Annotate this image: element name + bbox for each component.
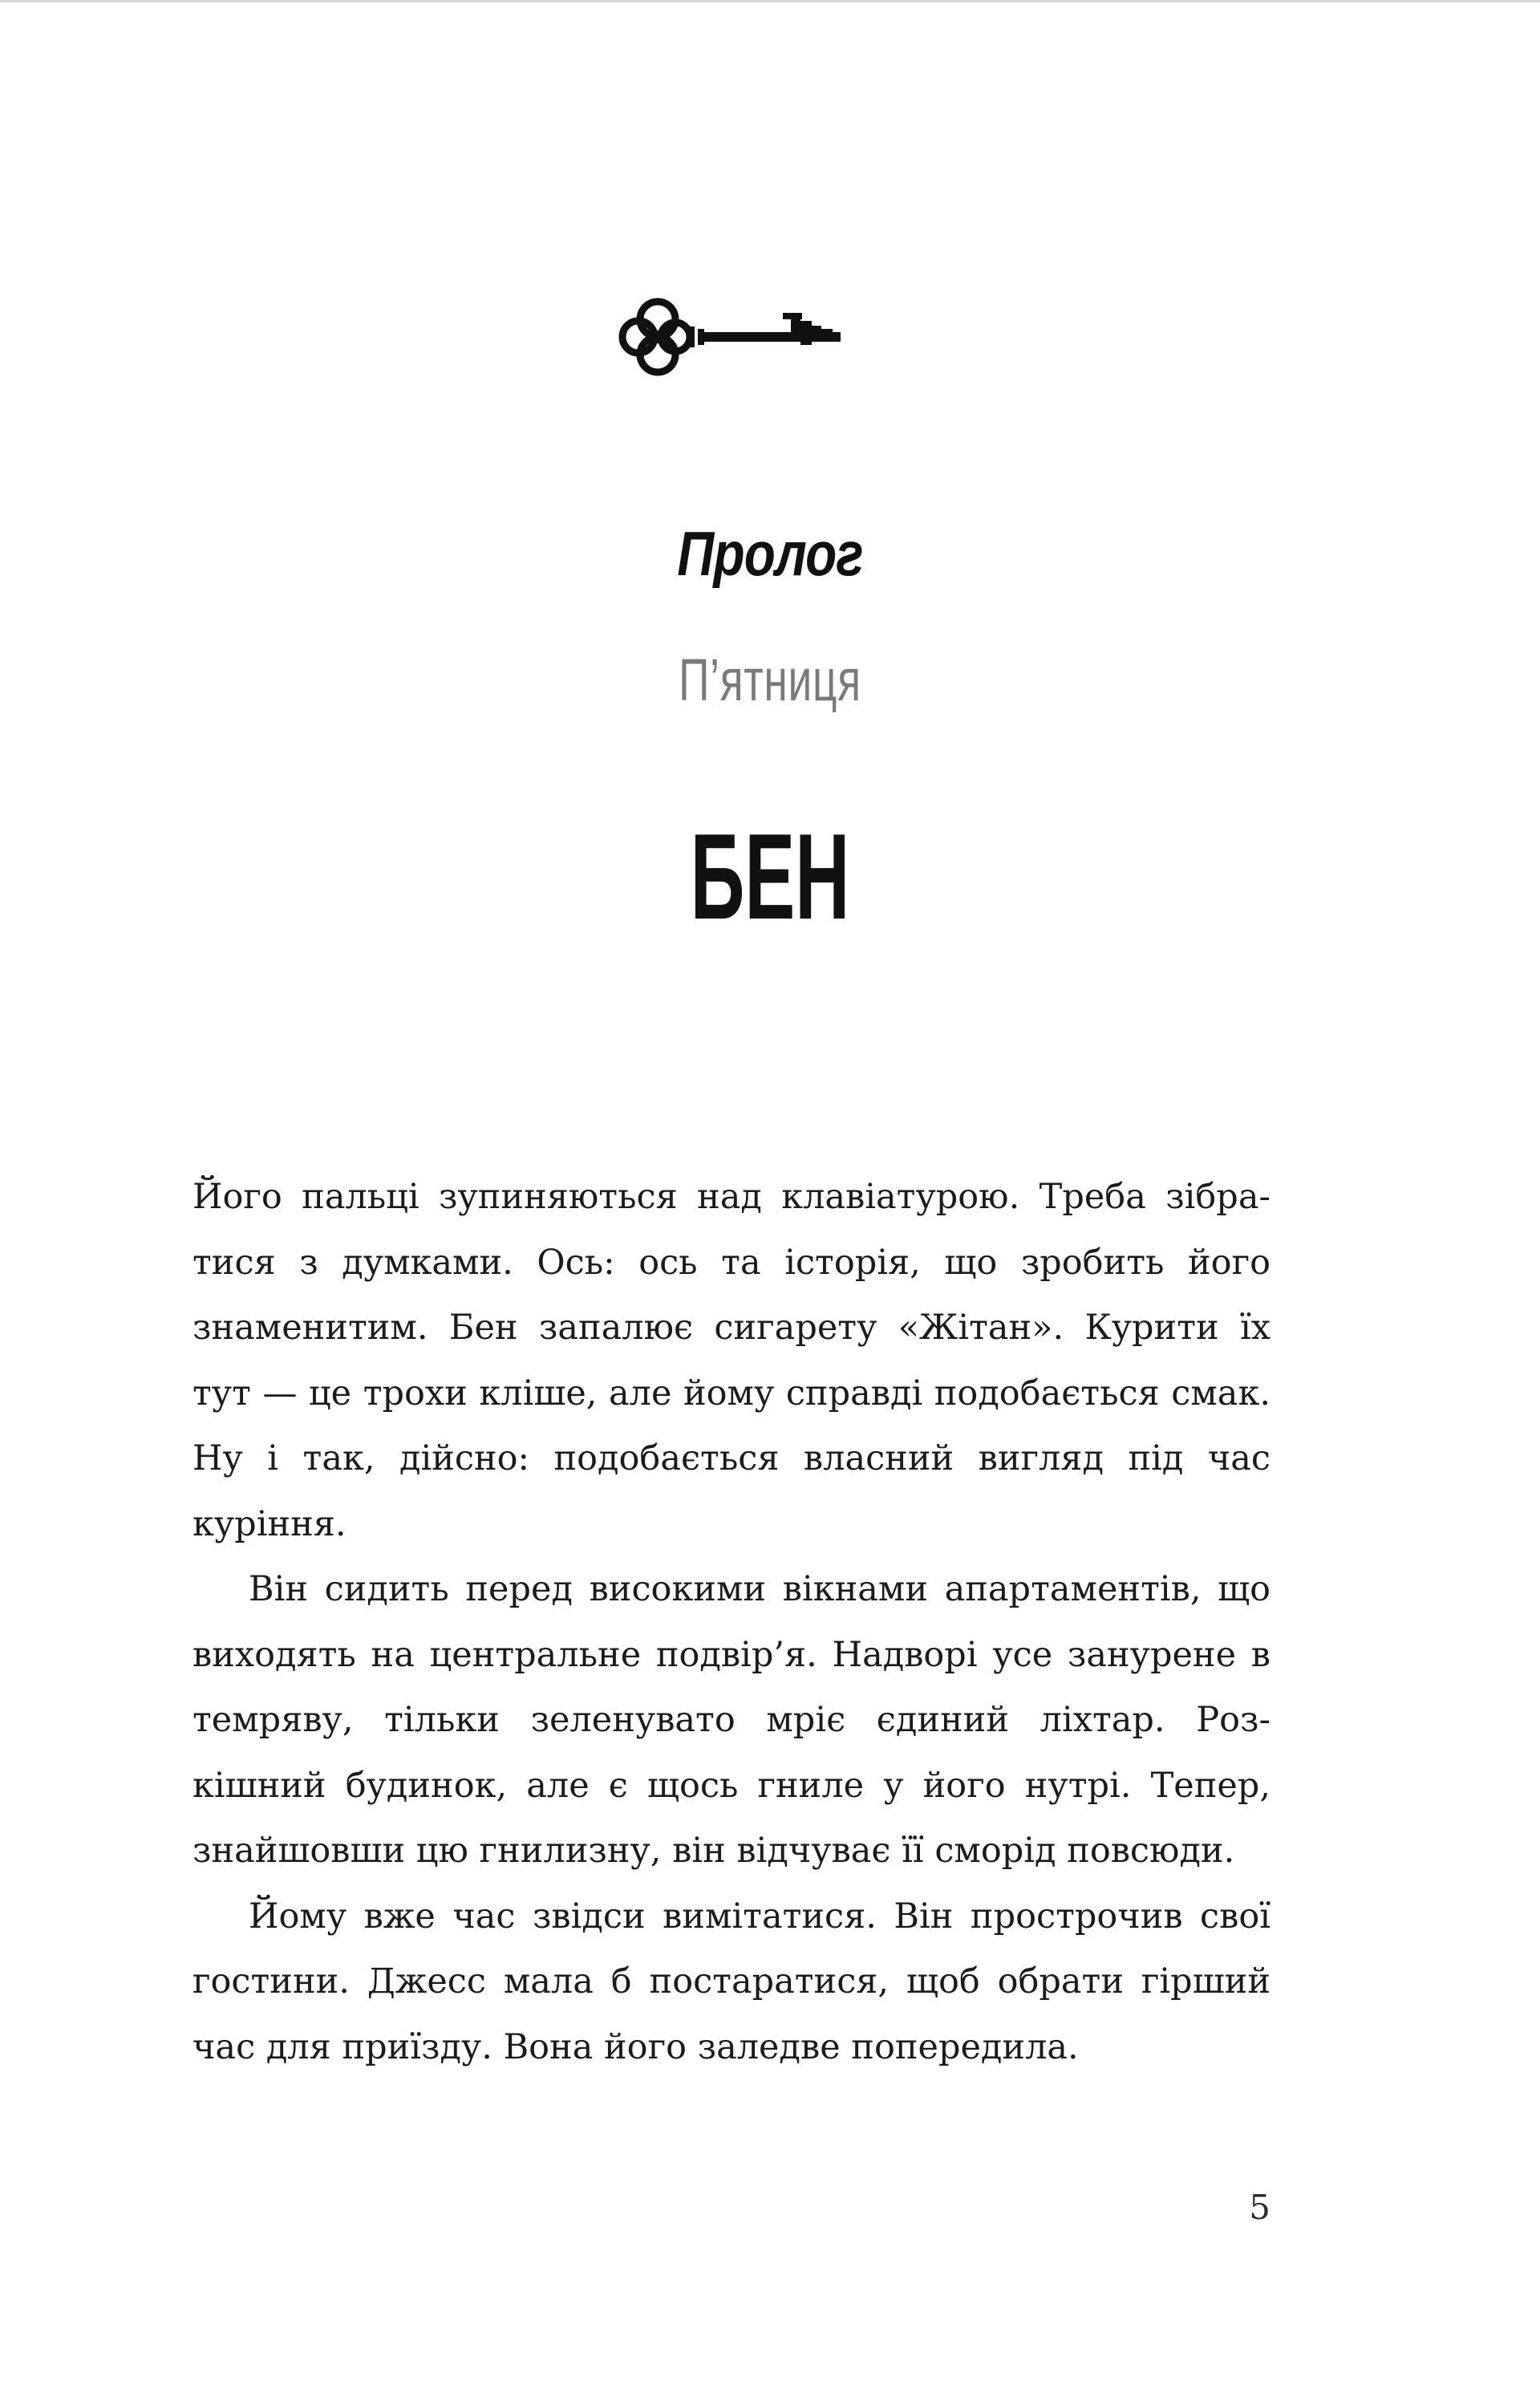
page-top-edge xyxy=(0,0,1540,2)
day-label: П’ятниця xyxy=(679,647,861,713)
chapter-name: БЕН xyxy=(690,809,850,945)
prologue-title: Пролог xyxy=(677,518,863,589)
key-icon xyxy=(616,289,849,385)
paragraph-1: Його пальці зупиняються над клавіатурою. Треба зібратися з думками. Ось: ось та історія, що зробить його знаменитим. Бен запалює сигарету «Жітан». Курити їх тут — це трохи кліше, але йому справді подобається смак. Ну і так, дійсно: подобається власний вигляд під час куріння. xyxy=(192,1177,1270,1544)
chapter-body xyxy=(192,1165,1270,2080)
paragraph-3: Йому вже час звідси вимітатися. Він прострочив свої гостини. Джесс мала б постаратися, щоб обрати гірший час для приїзду. Вона його заледве попередила. xyxy=(192,1896,1270,2067)
page-number: 5 xyxy=(1249,2188,1270,2227)
paragraph-2: Він сидить перед високими вікнами апартаментів, що виходять на центральне подвір’я. Надворі усе занурене в темряву, тільки зеленувато мріє єдиний ліхтар. Розкішний будинок, але є щось гниле у його нутрі. Тепер, знайшовши цю гнилизну, він відчуває її сморід повсюди. xyxy=(192,1569,1270,1871)
